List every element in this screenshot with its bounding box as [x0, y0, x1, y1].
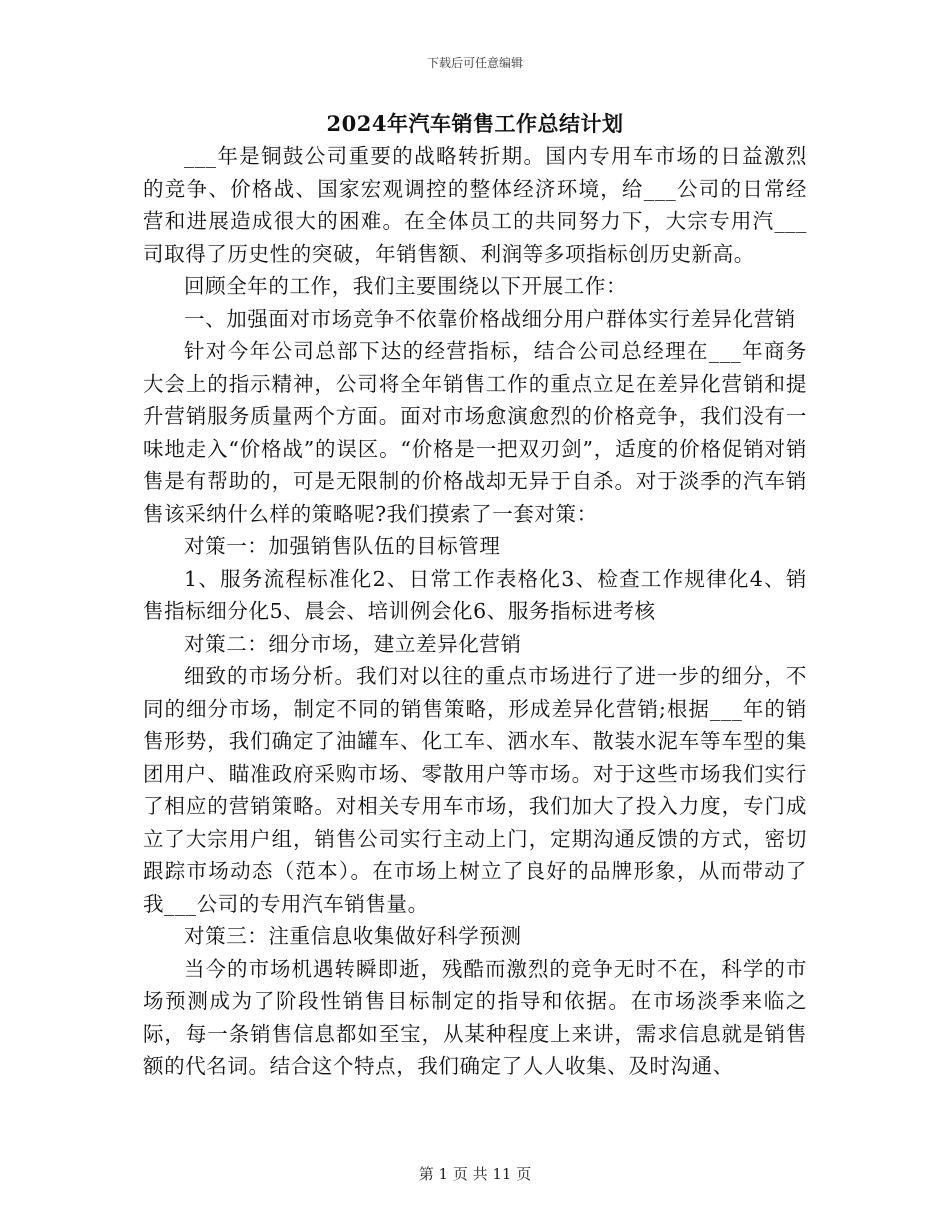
document-body: [143, 140, 807, 1083]
page-header-note: 下载后可任意编辑: [426, 56, 523, 70]
strategy-heading-1: 对策一：加强销售队伍的目标管理: [184, 534, 501, 558]
strategy-list-1: 1、服务流程标准化2、日常工作表格化3、检查工作规律化4、销售指标细分化5、晨会、培训例会化6、服务指标进考核: [143, 566, 807, 623]
paragraph-market-analysis: 细致的市场分析。我们对以往的重点市场进行了进一步的细分，不同的细分市场，制定不同的销售策略，形成差异化营销;根据___年的销售形势，我们确定了油罐车、化工车、洒水车、散装水泥车等车型的集团用户、瞄准政府采购市场、零散用户等市场。对于这些市场我们实行了相应的营销策略。对相关专用车市场，我们加大了投入力度，专门成立了大宗用户组，销售公司实行主动上门，定期沟通反馈的方式，密切跟踪市场动态（范本）。在市场上树立了良好的品牌形象，从而带动了我___公司的专用汽车销售量。: [143, 664, 807, 916]
paragraph-review: 回顾全年的工作，我们主要围绕以下开展工作：: [184, 274, 628, 298]
page-number: 第 1 页 共 11 页: [418, 1165, 532, 1183]
paragraph-forecast: 当今的市场机遇转瞬即逝，残酷而激烈的竞争无时不在，科学的市场预测成为了阶段性销售目标制定的指导和依据。在市场淡季来临之际，每一条销售信息都如至宝，从某种程度上来讲，需求信息就是销售额的代名词。结合这个特点，我们确定了人人收集、及时沟通、: [143, 956, 807, 1078]
strategy-heading-3: 对策三：注重信息收集做好科学预测: [184, 924, 522, 948]
section-heading-1: 一、加强面对市场竞争不依靠价格战细分用户群体实行差异化营销: [184, 306, 796, 331]
document-title: 2024年汽车销售工作总结计划: [326, 111, 624, 136]
paragraph-targets: 针对今年公司总部下达的经营指标，结合公司总经理在___年商务大会上的指示精神，公司将全年销售工作的重点立足在差异化营销和提升营销服务质量两个方面。面对市场愈演愈烈的价格竞争，我们没有一味地走入“价格战”的误区。“价格是一把双刃剑”，适度的价格促销对销售是有帮助的，可是无限制的价格战却无异于自杀。对于淡季的汽车销售该采纳什么样的策略呢?我们摸索了一套对策：: [143, 339, 807, 526]
paragraph-intro: ___年是铜鼓公司重要的战略转折期。国内专用车市场的日益激烈的竞争、价格战、国家宏观调控的整体经济环境，给___公司的日常经营和进展造成很大的困难。在全体员工的共同努力下，大宗专用汽___司取得了历史性的突破，年销售额、利润等多项指标创历史新高。: [143, 144, 807, 266]
strategy-heading-2: 对策二：细分市场，建立差异化营销: [184, 631, 522, 656]
